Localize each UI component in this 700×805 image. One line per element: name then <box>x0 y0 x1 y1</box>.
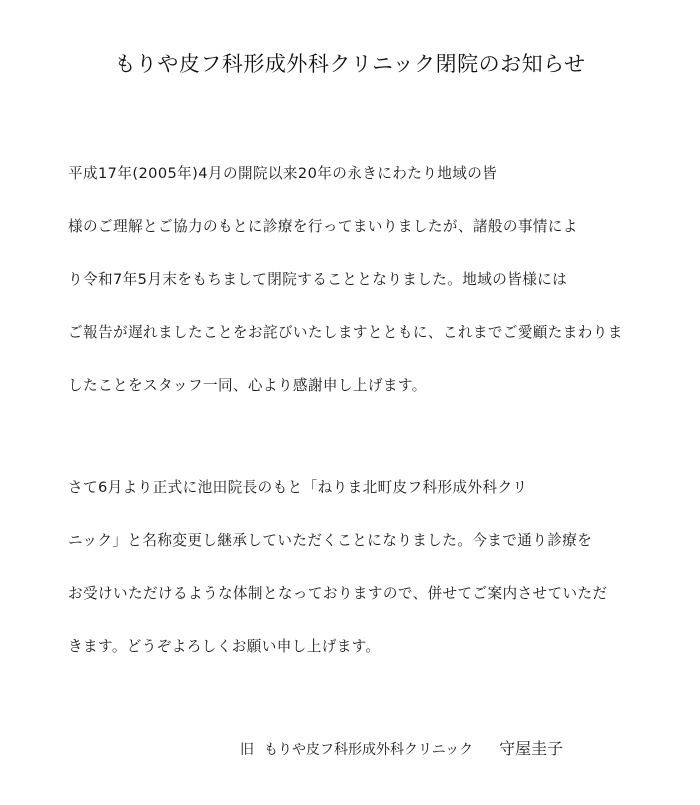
paragraph-line: ご報告が遅れましたことをお詫びいたしますとともに、これまでご愛顧たまわりま <box>68 324 623 341</box>
paragraph-line: お受けいただけるような体制となっておりますので、併せてご案内させていただ <box>68 585 608 602</box>
paragraph-succession <box>68 461 643 673</box>
closing-clinic-name: もりや皮フ科形成外科クリニック <box>264 742 474 758</box>
paragraph-line: り令和7年5月末をもちまして閉院することとなりました。地域の皆様には <box>68 271 568 288</box>
paragraph-line: したことをスタッフ一同、心より感謝申し上げます。 <box>68 377 427 394</box>
closing-signature <box>240 736 563 759</box>
paragraph-line: さて6月より正式に池田院長のもと「ねりま北町皮フ科形成外科クリ <box>68 479 528 496</box>
paragraph-line: 平成17年(2005年)4月の開院以来20年の永きにわたり地域の皆 <box>68 165 498 182</box>
notice-title: もりや皮フ科形成外科クリニック閉院のお知らせ <box>114 52 586 76</box>
closing-prefix: 旧 <box>240 742 254 758</box>
paragraph-closure <box>68 147 643 412</box>
paragraph-line: 様のご理解とご協力のもとに診療を行ってまいりましたが、諸般の事情によ <box>68 218 578 235</box>
closing-signer: 守屋圭子 <box>499 739 564 758</box>
paragraph-line: ニック」と名称変更し継承していただくことになりました。今まで通り診療を <box>68 532 593 549</box>
paragraph-line: きます。どうぞよろしくお願い申し上げます。 <box>68 638 381 655</box>
